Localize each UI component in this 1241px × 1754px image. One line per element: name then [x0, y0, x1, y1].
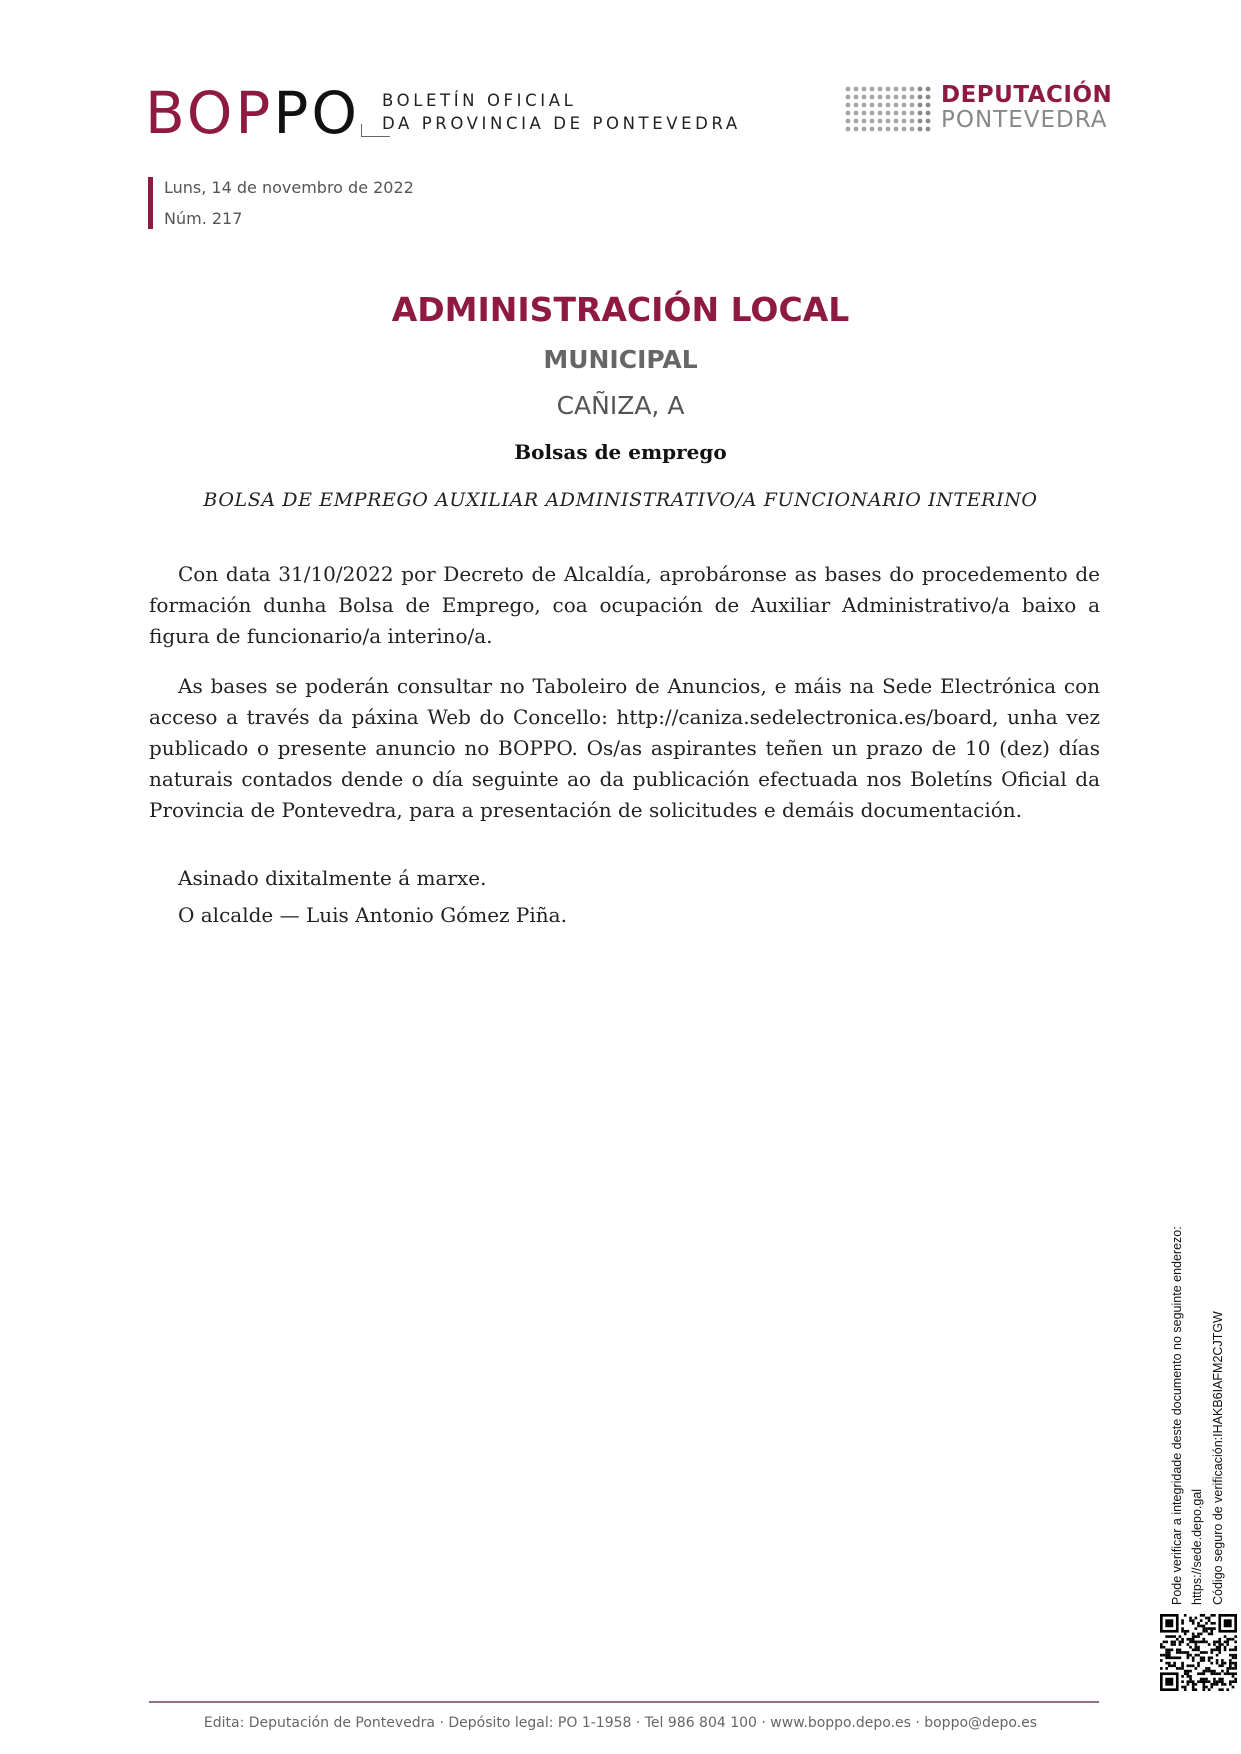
verification-url[interactable]: https://sede.depo.gal [1190, 1488, 1204, 1605]
verification-text: Pode verificar a integridade deste documento no seguinte enderezo: [1170, 1226, 1184, 1605]
logo-bop: BOP [145, 79, 274, 147]
footer-text: Edita: Deputación de Pontevedra · Depósito legal: PO 1-1958 · Tel 986 804 100 · www.boppo.depo.es · boppo@depo.es [203, 1715, 1038, 1731]
announcement-title: BOLSA DE EMPREGO AUXILIAR ADMINISTRATIVO/A FUNCIONARIO INTERINO [203, 489, 1038, 511]
deputacion-dots-icon [844, 85, 932, 133]
topic-heading: Bolsas de emprego [514, 440, 727, 464]
locality-heading: CAÑIZA, A [556, 391, 685, 420]
issue-number: Núm. 217 [164, 209, 243, 228]
subsection-heading: MUNICIPAL [543, 345, 698, 374]
boppo-logo [145, 79, 361, 147]
date-accent-bar [148, 177, 153, 229]
verification-code: Código seguro de verificación:IHAKB6IAFM2CJTGW [1211, 1311, 1225, 1605]
logo-po: PO [273, 79, 361, 147]
deputacion-name: DEPUTACIÓN [941, 82, 1113, 108]
bulletin-subtitle-line1: BOLETÍN OFICIAL [382, 91, 577, 110]
signature-note: Asinado dixitalmente á marxe. [178, 866, 487, 890]
signature-mayor: O alcalde — Luis Antonio Gómez Piña. [178, 903, 567, 927]
section-heading: ADMINISTRACIÓN LOCAL [391, 290, 850, 329]
qr-code-icon [1160, 1614, 1237, 1691]
bulletin-subtitle-line2: DA PROVINCIA DE PONTEVEDRA [382, 114, 741, 133]
deputacion-province: PONTEVEDRA [941, 107, 1108, 133]
body-paragraph-2: As bases se poderán consultar no Taboleiro de Anuncios, e máis na Sede Electrónica con acceso a través da páxina Web do Concello: http://caniza.sedelectronica.es/board, unha vez publicado o presente anuncio no BOPPO. Os/as aspirantes teñen un prazo de 10 (dez) días naturais contados dende o día seguinte ao da publicación efectuada nos Boletíns Oficial da Provincia de Pontevedra, para a presentación de solicitudes e demáis documentación. [149, 674, 1100, 822]
footer-divider [149, 1701, 1099, 1703]
issue-date: Luns, 14 de novembro de 2022 [164, 178, 414, 197]
body-paragraph-1: Con data 31/10/2022 por Decreto de Alcaldía, aprobáronse as bases do procedemento de formación dunha Bolsa de Emprego, coa ocupación de Auxiliar Administrativo/a baixo a figura de funcionario/a interino/a. [149, 562, 1100, 648]
